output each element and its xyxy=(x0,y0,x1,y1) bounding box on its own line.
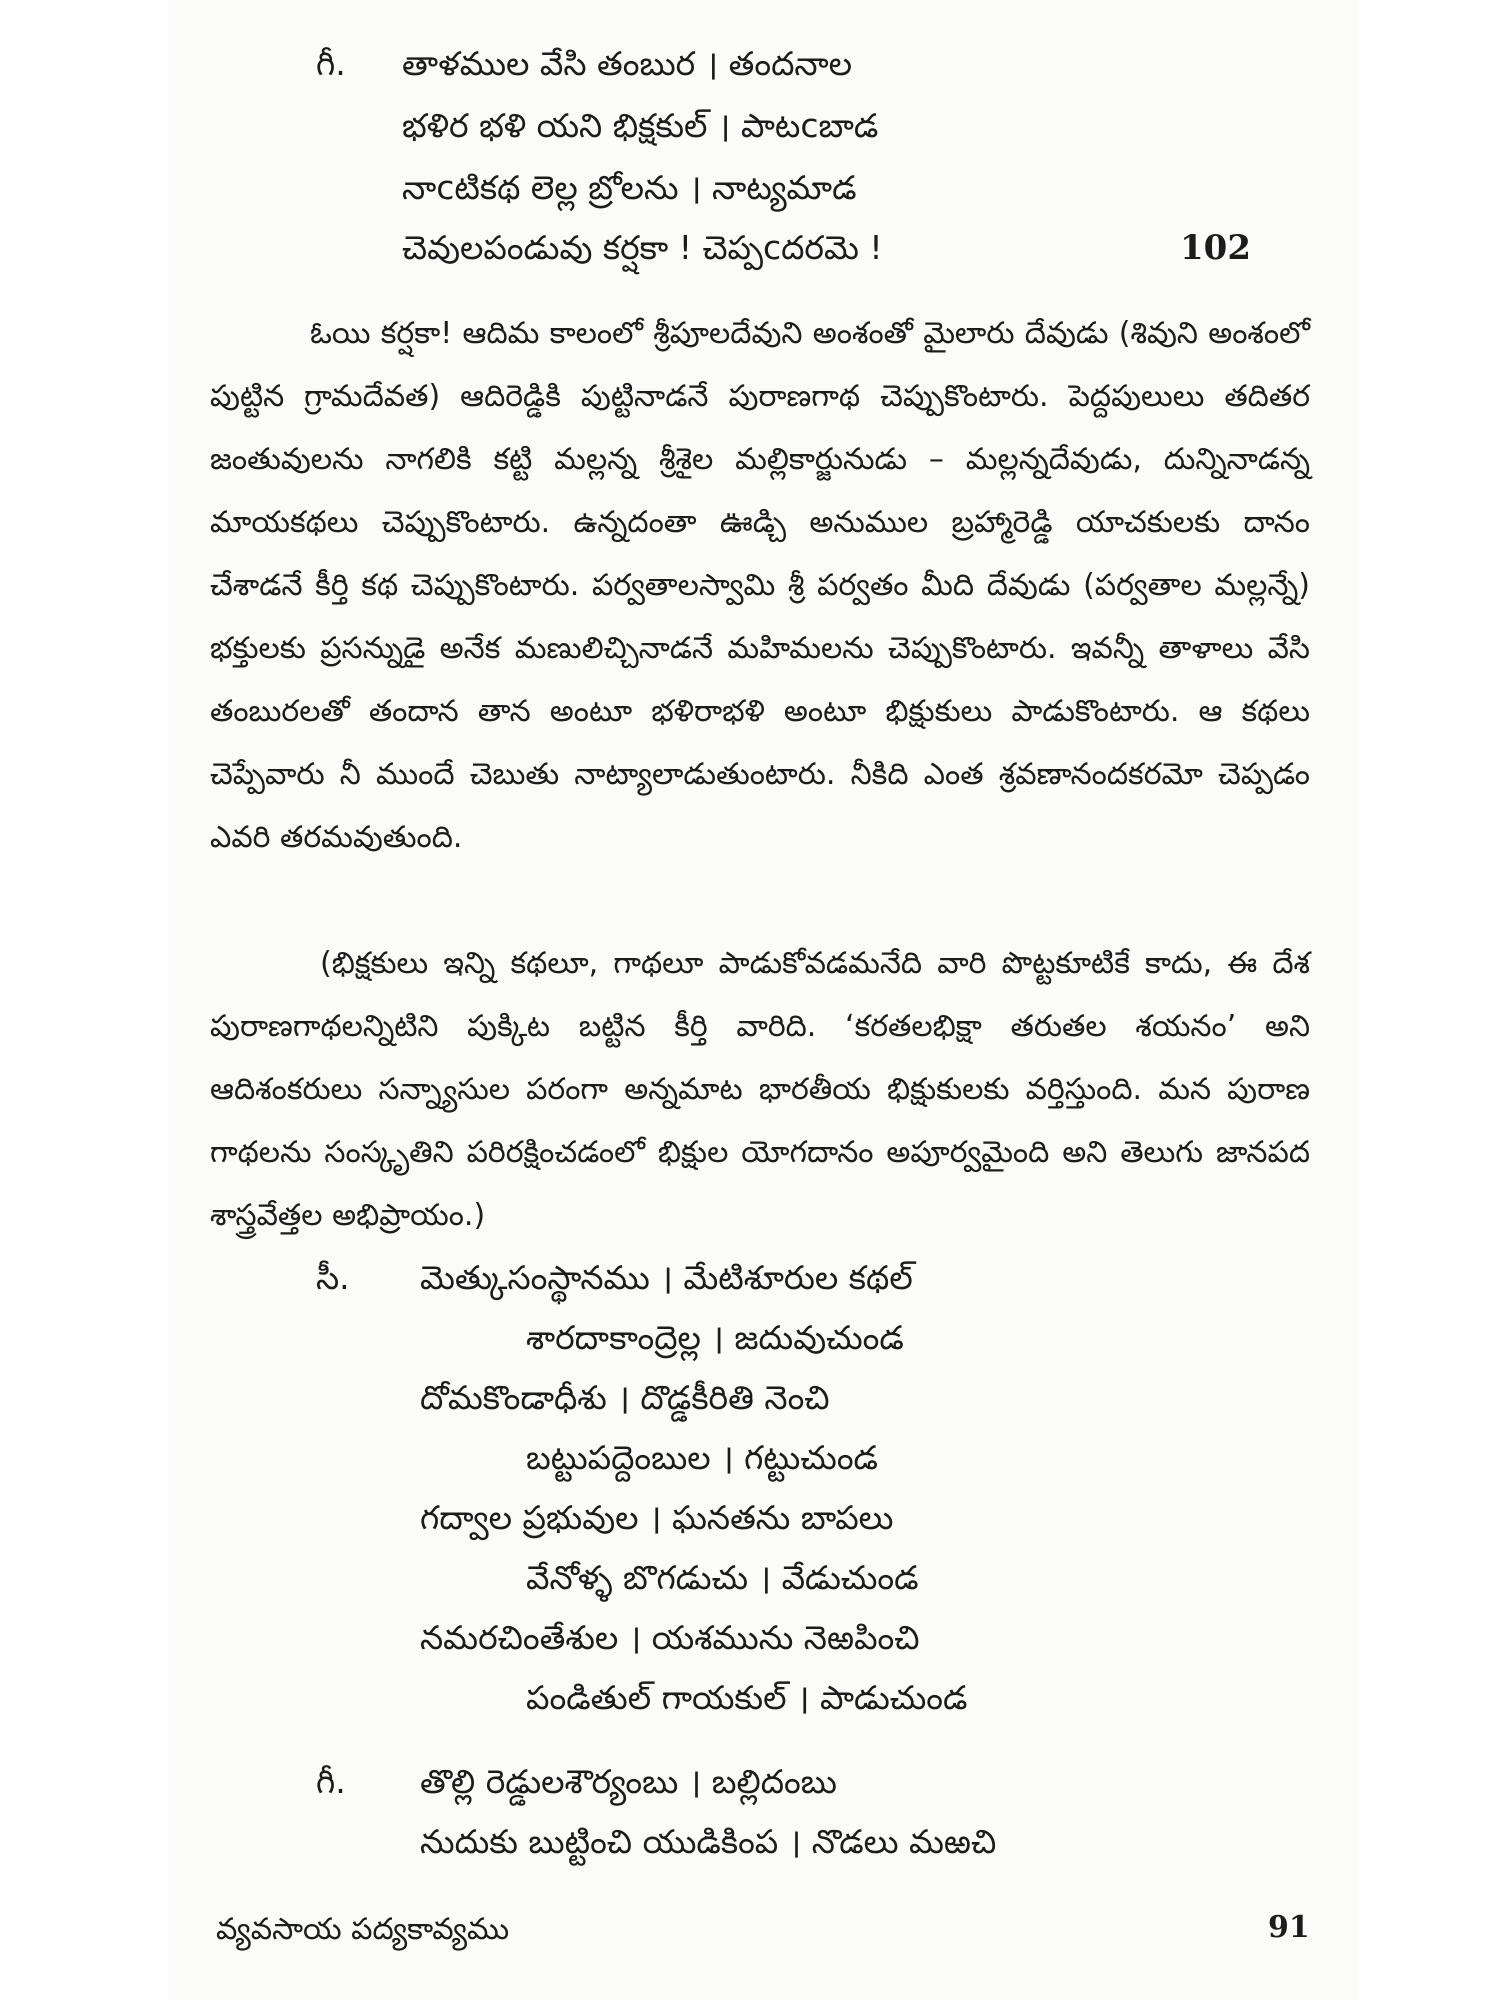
verse1-label: గీ. xyxy=(316,44,346,83)
verse3-label: గీ. xyxy=(316,1762,346,1801)
verse2-line-1: మెత్కుసంస్థానము । మేటిశూరుల కథల్ xyxy=(420,1258,913,1297)
book-title-footer: వ్యవసాయ పద్యకావ్యము xyxy=(216,1912,510,1947)
verse3-line-2: నుదుకు బుట్టించి యుడికింప । నొడలు మఱచి xyxy=(420,1822,997,1861)
verse-number: 102 xyxy=(1180,228,1251,268)
paragraph-1-text: ఓయి కర్షకా! ఆదిమ కాలంలో శ్రీపూలదేవుని అంశంతో మైలారు దేవుడు (శివుని అంశంలో పుట్టిన గ్రామదేవత) ఆదిరెడ్డికి పుట్టినాడనే పురాణగాథ చెప్పుకొంటారు. పెద్దపులులు తదితర జంతువులను నాగలికి కట్టి మల్లన్న శ్రీశైల మల్లికార్జునుడు – మల్లన్నదేవుడు, దున్నినాడన్న మాయకథలు చెప్పుకొంటారు. ఉన్నదంతా ఊడ్చి అనుముల బ్రహ్మారెడ్డి యాచకులకు దానం చేశాడనే కీర్తి కథ చెప్పుకొంటారు. పర్వతాలస్వామి శ్రీ పర్వతం మీది దేవుడు (పర్వతాల మల్లన్నే) భక్తులకు ప్రసన్నుడై అనేక మణులిచ్చినాడనే మహిమలను చెప్పుకొంటారు. ఇవన్నీ తాళాలు వేసి తంబురలతో తందాన తాన అంటూ భళిరాభళి అంటూ భిక్షుకులు పాడుకొంటారు. ఆ కథలు చెప్పేవారు నీ ముందే చెబుతు నాట్యాలాడుతుంటారు. నీకిది ఎంత శ్రవణానందకరమో చెప్పడం ఎవరి తరమవుతుంది. xyxy=(210,316,1310,855)
verse2-line-3: దోమకొండాధీశు । దొడ్డకీరితి నెంచి xyxy=(420,1378,830,1417)
verse2-label: సీ. xyxy=(316,1258,350,1297)
verse1-line-2: భళిర భళి యని భిక్షకుల్ । పాటcబాడ xyxy=(402,106,879,145)
verse2-line-2: శారదాకాంద్రెల్ల । జదువుచుండ xyxy=(526,1318,904,1357)
paragraph-2-text: (భిక్షకులు ఇన్ని కథలూ, గాథలూ పాడుకోవడమనేది వారి పొట్టకూటికే కాదు, ఈ దేశ పురాణగాథలన్నిటిని పుక్కిట బట్టిన కీర్తి వారిది. ‘కరతలభిక్షా తరుతల శయనం’ అని ఆదిశంకరులు సన్న్యాసుల పరంగా అన్నమాట భారతీయ భిక్షుకులకు వర్తిస్తుంది. మన పురాణ గాథలను సంస్కృతిని పరిరక్షించడంలో భిక్షుల యోగదానం అపూర్వమైంది అని తెలుగు జానపద శాస్త్రవేత్తల అభిప్రాయం.) xyxy=(210,946,1310,1233)
verse1-line-3: నాcటికథ లెల్ల బ్రోలను । నాట్యమాడ xyxy=(402,168,857,207)
verse2-line-7: నమరచింతేశుల । యశమును నెఱపించి xyxy=(420,1618,920,1657)
verse2-line-5: గద్వాల ప్రభువుల । ఘనతను బాపలు xyxy=(420,1498,894,1537)
commentary-paragraph-1 xyxy=(210,302,1310,869)
verse2-line-6: వేనోళ్ళ బొగడుచు । వేడుచుండ xyxy=(526,1558,919,1597)
verse3-line-1: తొల్లి రెడ్డులశౌర్యంబు । బల్లిదంబు xyxy=(420,1762,837,1801)
verse1-line-4: చెవులపండువు కర్షకా ! చెప్పcదరమె ! xyxy=(402,228,883,267)
commentary-paragraph-2 xyxy=(210,932,1310,1247)
verse2-line-8: పండితుల్ గాయకుల్ । పాడుచుండ xyxy=(526,1678,968,1717)
page-number: 91 xyxy=(1268,1910,1310,1945)
verse2-line-4: బట్టుపద్దెంబుల । గట్టుచుండ xyxy=(526,1438,878,1477)
verse1-line-1: తాళముల వేసి తంబుర । తందనాల xyxy=(402,44,853,83)
